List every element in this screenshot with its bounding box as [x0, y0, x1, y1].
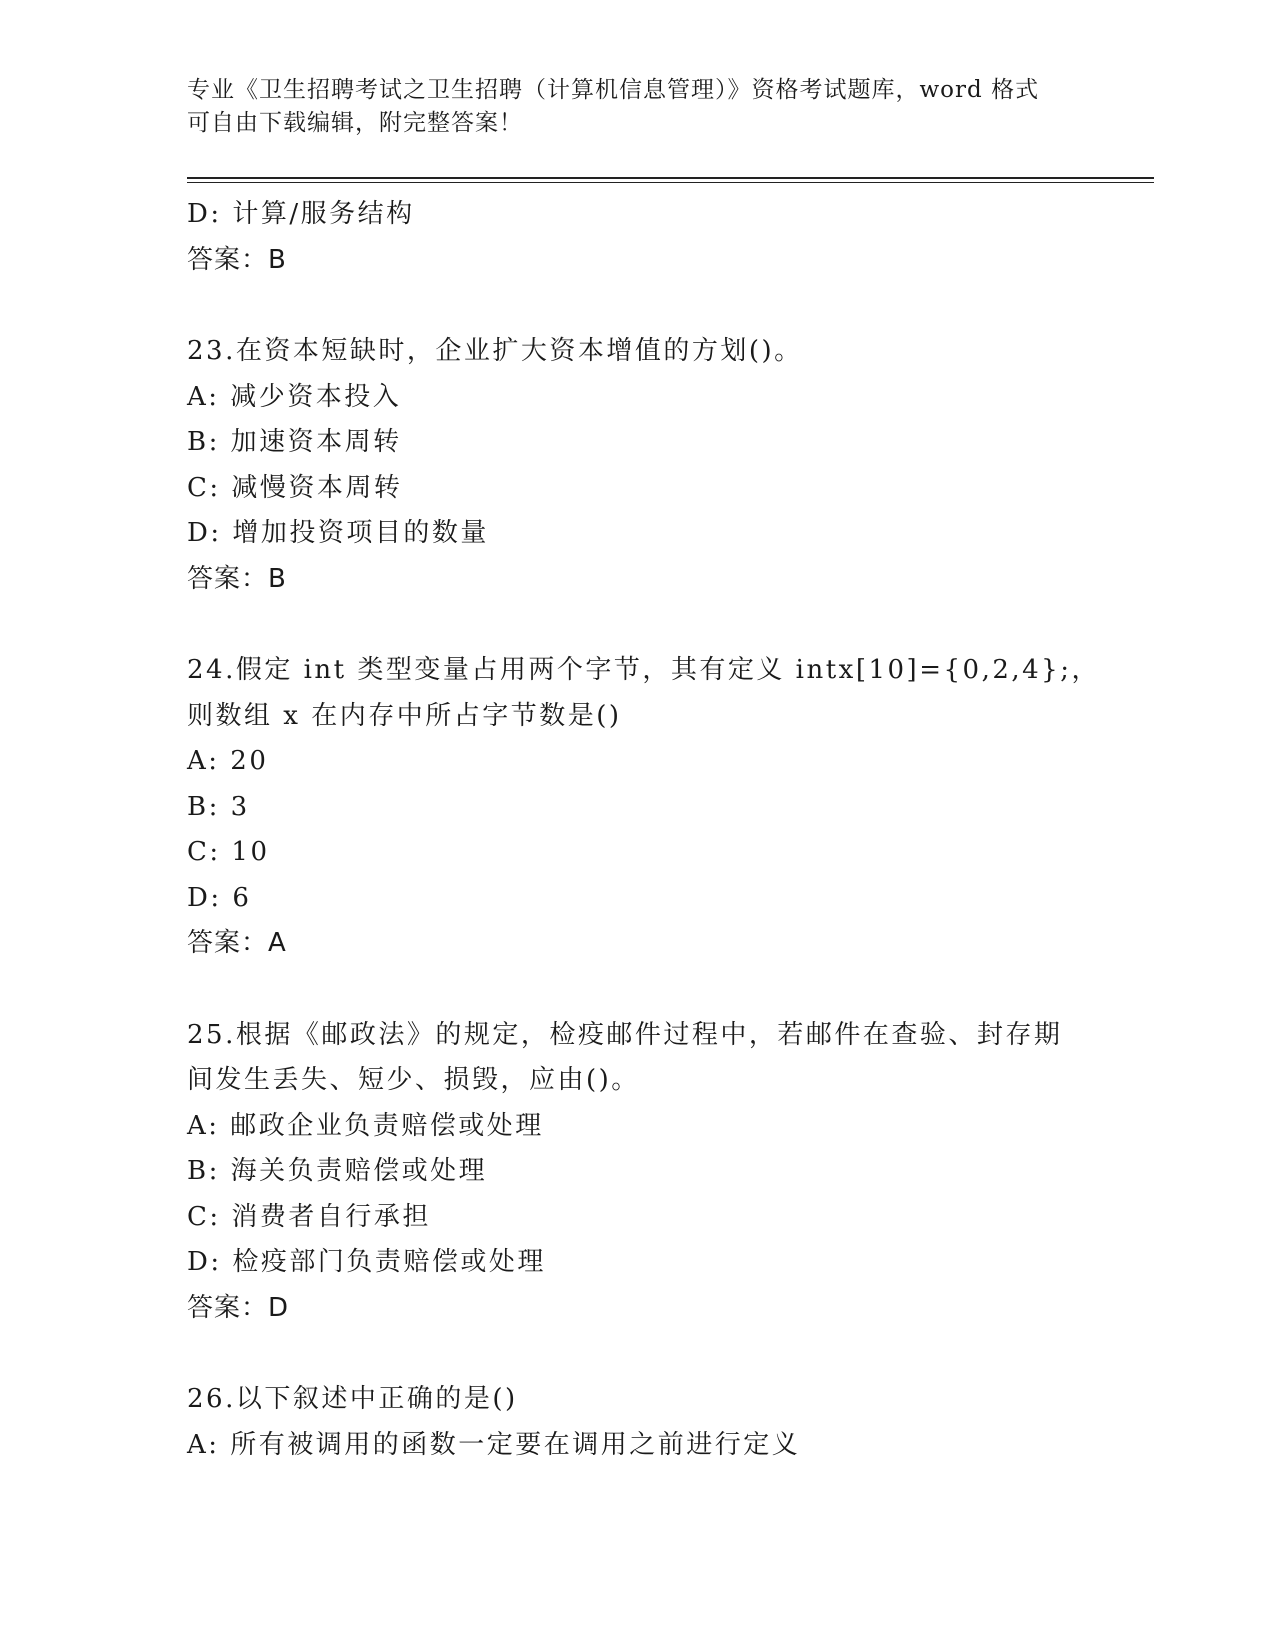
spacer [187, 1331, 1147, 1377]
option-d: D: 6 [187, 882, 252, 913]
header-divider-thin [187, 182, 1154, 183]
header-line-1: 专业《卫生招聘考试之卫生招聘（计算机信息管理）》资格考试题库，word 格式 [187, 77, 1040, 103]
question-block-25 [187, 1013, 1147, 1332]
spacer [187, 602, 1147, 648]
spacer [187, 283, 1147, 329]
option-a: A: 所有被调用的函数一定要在调用之前进行定义 [187, 1429, 801, 1460]
question-stem: 26.以下叙述中正确的是() [187, 1384, 518, 1414]
answer: 答案：A [187, 928, 287, 958]
option-b: B: 加速资本周转 [187, 427, 402, 457]
option-a: A: 邮政企业负责赔偿或处理 [187, 1110, 544, 1141]
option-b: B: 3 [187, 791, 250, 822]
question-content [187, 192, 1147, 1468]
spacer [187, 967, 1147, 1013]
option-d: D: 增加投资项目的数量 [187, 518, 489, 548]
option-d: D: 计算/服务结构 [187, 199, 415, 229]
question-block-26 [187, 1377, 1147, 1468]
answer: 答案：B [187, 563, 287, 594]
option-a: A: 20 [187, 746, 269, 776]
question-stem-line-1: 24.假定 int 类型变量占用两个字节，其有定义 intx[10]={0,2,4};， [187, 655, 1100, 685]
question-stem: 23.在资本短缺时，企业扩大资本增值的方划()。 [187, 336, 803, 366]
question-block-22 [187, 192, 1147, 283]
header-line-2: 可自由下载编辑，附完整答案！ [187, 110, 523, 136]
question-block-23 [187, 329, 1147, 602]
option-c: C: 10 [187, 837, 270, 867]
answer: 答案：D [187, 1292, 290, 1323]
option-d: D: 检疫部门负责赔偿或处理 [187, 1247, 546, 1277]
question-stem-line-1: 25.根据《邮政法》的规定，检疫邮件过程中，若邮件在查验、封存期 [187, 1019, 1063, 1050]
question-stem-line-2: 间发生丢失、短少、损毁，应由()。 [187, 1065, 640, 1095]
page-header [187, 74, 1087, 140]
option-a: A: 减少资本投入 [187, 381, 402, 412]
question-stem-line-2: 则数组 x 在内存中所占字节数是() [187, 700, 622, 731]
answer: 答案：B [187, 244, 287, 275]
question-block-24 [187, 648, 1147, 967]
header-divider-thick [187, 177, 1154, 179]
option-c: C: 消费者自行承担 [187, 1201, 431, 1232]
option-b: B: 海关负责赔偿或处理 [187, 1156, 488, 1186]
option-c: C: 减慢资本周转 [187, 472, 403, 503]
